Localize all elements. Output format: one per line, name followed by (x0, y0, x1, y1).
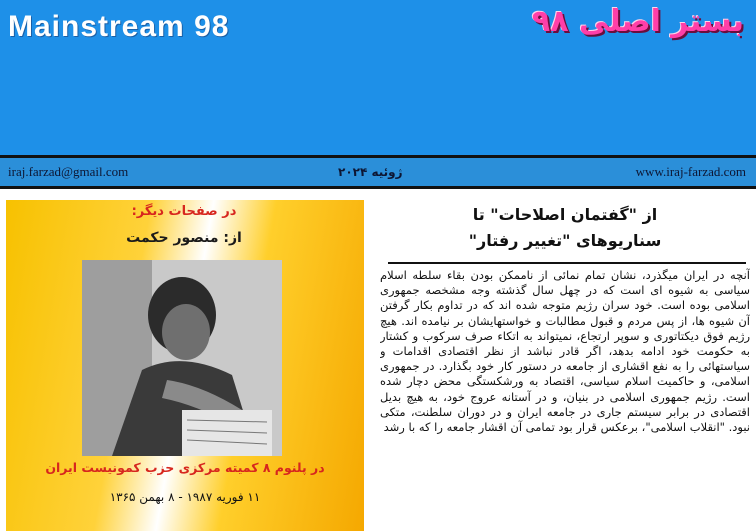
article-body (380, 268, 750, 531)
issue-date: ژوئیه ۲۰۲۴ (338, 165, 403, 179)
article-paragraph: آنچه در ایران میگذرد، نشان تمام نمائی از ناممکن بودن بقاء سلطه اسلام سیاسی به شیوه ای است که در چهل سال گذشته وجه مشخصه جمهوری اسلامی بوده است. خود سران رژیم متوجه شده اند که در تداوم بکار گرفتن آن شیوه ها، از پس مردم و قبول مطالبات و خواستهایشان بر نیامده اند. هیچ رژیم فوق دیکتاتوری و سوپر ارتجاع، نمیتواند به اتکاء صرف سرکوب و کشتار به حکومت خود ادامه بدهد، اگر قادر نباشد از نظر اقتصادی اقدامات و سیاستهائی را به نفع اقشاری از جامعه در دستور کار خود بگذارد. در جمهوری اسلامی، و حاکمیت اسلام سیاسی، اقتصاد به ورشکستگی محض دچار شده است. رژیم جمهوری اسلامی در بنیان، و در آستانه عروج خود، به هیچ بدیل اقتصادی در برابر سیستم جاری در جامعه ایران و در دوران سلطنت، متکی نبود. "انقلاب اسلامی"، برعکس قرار بود تمامی آن اقشار جامعه را که با رشد (380, 268, 750, 435)
info-bar-divider (0, 186, 756, 189)
article-divider (388, 262, 746, 264)
masthead (0, 0, 756, 155)
article-title-line-2: سناریوهای "تغییر رفتار" (468, 231, 662, 250)
website-link[interactable]: www.iraj-farzad.com (635, 164, 746, 179)
portrait-photo (82, 260, 282, 456)
article-title (380, 202, 750, 254)
masthead-title-en: Mainstream 98 (8, 10, 230, 43)
article-title-line-1: از "گفتمان اصلاحات" تا (472, 205, 658, 224)
masthead-title-fa: بستر اصلی ۹۸ (531, 4, 744, 39)
promo-date: ۱۱ فوریه ۱۹۸۷ - ۸ بهمن ۱۳۶۵ (109, 490, 261, 504)
email-link[interactable]: iraj.farzad@gmail.com (8, 164, 129, 179)
promo-heading: در صفحات دیگر: (131, 204, 237, 219)
portrait-photo-icon (82, 260, 282, 456)
promo-author: از: منصور حکمت (126, 230, 242, 246)
info-bar (0, 158, 756, 186)
promo-box[interactable] (6, 200, 364, 531)
promo-caption: در پلنوم ۸ کمیته مرکزی حزب کمونیست ایران (45, 460, 325, 475)
